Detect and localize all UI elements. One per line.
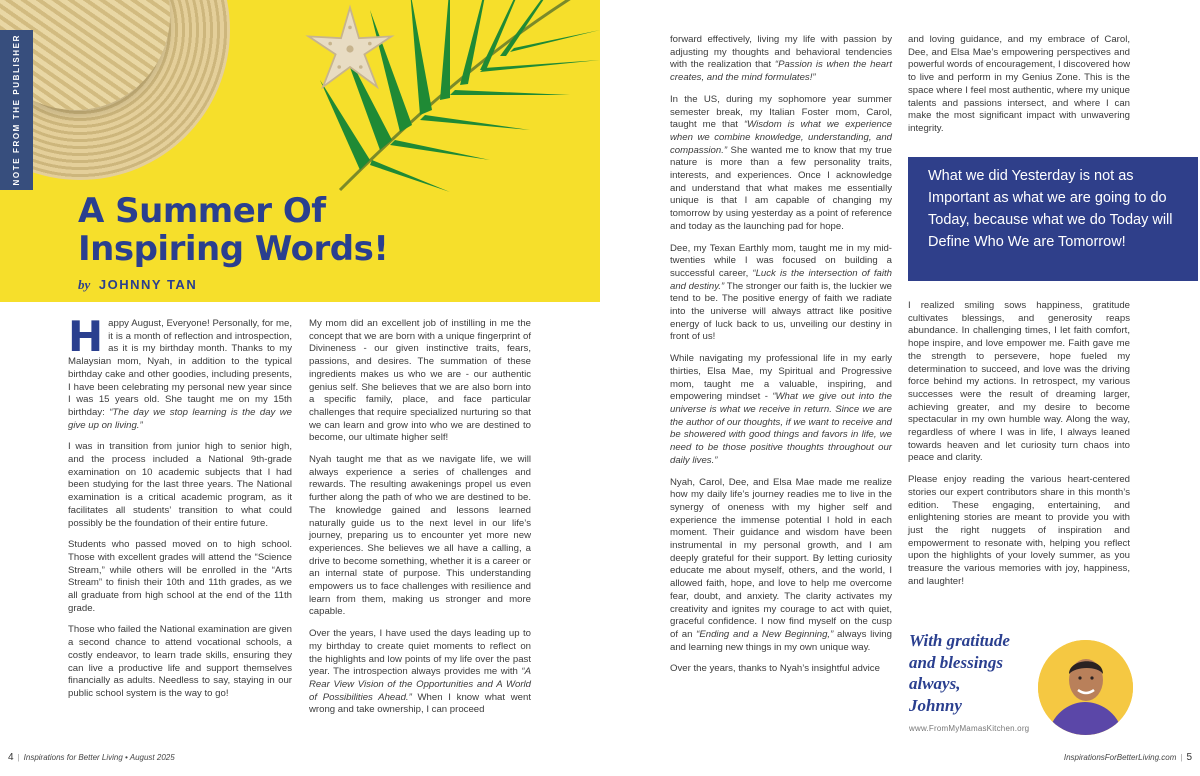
footer-website[interactable]: InspirationsForBetterLiving.com: [1063, 753, 1177, 762]
column-4-top: [908, 34, 1130, 145]
pull-quote-text: What we did Yesterday is not as Important as what we are going to do Today, because what we do Today will Define Who We are Tomorrow!: [928, 168, 1173, 250]
footer-left: [8, 752, 175, 763]
column-2: [309, 318, 531, 726]
hero-image: [0, 0, 600, 302]
paragraph: Nyah taught me that as we navigate life, we will always experience a series of challenges and rewards. The resulting awakenings propel us even further along the path of who we are destined to be. The knowledge gained and lessons learned naturally guide us to the next level in our life’s journey, preparing us to encounter yet more new experiences. She believes we all have a calling, a drive to become something, whether it is a career or an internal state of purpose. This understanding empowers us to face challenges with resilience and learn from them, making us stronger and more capable.: [309, 454, 531, 618]
page-number: 5: [1186, 752, 1192, 763]
signoff-line: always,: [909, 674, 961, 693]
paragraph: Students who passed moved on to high school. Those with excellent grades will attend the “Science Stream,” while others will be enrolled in the “Arts Stream” to finish their 10th and 11th grades, as we all graduate from high school at the end of the 11th grade.: [68, 539, 292, 614]
portrait-illustration: [1038, 640, 1133, 735]
paragraph: I realized smiling sows happiness, gratitude cultivates blessings, and generosity reaps abundance. In challenging times, I let faith comfort, hope inspire, and love empower me. Faith gave me the strength to persevere, hope fueled my determination to succeed, and love was the driving force behind my actions. In retrospect, my various successes were the result of dreaming larger, achieving greater, and my desire to become spectacular in my own humble way. Along the way, regardless of where I was in life, I always leaned towards heaven and let curiosity turn chaos into peace and clarity.: [908, 300, 1130, 464]
paragraph: Dee, my Texan Earthly mom, taught me in my mid-twenties while I was focused on building a successful career, “Luck is the intersection of faith and destiny.” The stronger our faith is, the luckier we tend to be. The positive energy of faith we radiate into the universe will always attract like positive energy of luck back to us, unveiling our destiny in front of us!: [670, 242, 893, 343]
paragraph: H appy August, Everyone! Personally, for me, it is a month of reflection and introspection, as it is my birthday month. Thanks to my Malaysian mom, Nyah, in addition to the typical birthday cake and other goodies, including presents, I have been celebrating my personal new year since I was 15 years old. She taught me on my 15th birthday: “The day we stop learning is the day we give up on living.”: [68, 312, 292, 431]
column-4-bottom: [908, 300, 1130, 597]
section-tab: [0, 30, 33, 190]
section-tab-label: NOTE FROM THE PUBLISHER: [12, 34, 21, 186]
paragraph: I was in transition from junior high to senior high, and the process included a National 9th-grade examination on 10 academic subjects that I had been studying for the last three years. The National examination is a critical academic program, as it facilitates all students’ transition to what could possibly be the foundation of their entire future.: [68, 441, 292, 529]
author-portrait: [1038, 640, 1133, 735]
byline-by: by: [78, 277, 91, 292]
signoff: [909, 630, 1010, 716]
paragraph: Nyah, Carol, Dee, and Elsa Mae made me realize how my daily life’s journey readies me to live in the synergy of oneness with my higher self and experience the immense potential I hold in each moment. Their guidance and wisdom have been instrumental in my personal growth, and I am deeply grateful for their support. By letting curiosity educate me about myself, others, and the world, I allowed faith, hope, and love to help me overcome fear, doubt, and anxiety. The clarity activates my creativity and ignites my courage to act with quiet, graceful confidence. I now find myself on the cusp of an “Ending and a New Beginning,” always living and learning new things in my own unique way.: [670, 476, 892, 653]
footer-separator: |: [17, 753, 20, 762]
paragraph: While navigating my professional life in my early thirties, Elsa Mae, my Spiritual and Progressive mom, taught me a valuable, inspiring, and empowering mindset - “What we give out into the universe is what we receive in return. Since we are the author of our thoughts, if we want to receive and be showered with good things and favors in life, we need to be those positive thoughts throughout our daily lives.”: [670, 353, 893, 466]
starfish-image: [305, 4, 395, 94]
right-page: [600, 0, 1200, 776]
byline-author: JOHNNY TAN: [98, 277, 198, 292]
paragraph: Over the years, thanks to Nyah’s insightful advice: [670, 663, 880, 675]
paragraph: In the US, during my sophomore year summer semester break, my Italian Foster mom, Carol, taught me that “Wisdom is what we experience when we combine knowledge, understanding, and compassion.” She wanted me to know that my true nature is more than a few personality traits, interests, and experiences. Once I acknowledge and understand that what makes me essentially unique is that I am capable of changing my tomorrow by using yesterday as a point of reference and today as the launching pad for hope.: [670, 93, 892, 232]
paragraph: forward effectively, living my life with passion by adjusting my thoughts and behavioral tendencies with the realization that “Passion is when the heart creates, and the mind formulates!”: [670, 34, 892, 84]
title-line-1: A Summer Of: [78, 191, 326, 231]
signoff-line: and blessings: [909, 652, 1003, 672]
paragraph: My mom did an excellent job of instilling in me the concept that we are born with a unique fingerprint of Divineness - our given instinctive traits, fears, passions, and desires. The summation of these ingredients makes us who we are - our authentic genius self. She believes that we are also born into a specific family, place, and face particular challenges that require specialized nurturing so that we can learn and grow into who we are destined to become, our ultimate higher self!: [309, 318, 531, 444]
column-3: [670, 34, 892, 685]
website-link[interactable]: www.FromMyMamasKitchen.org: [909, 724, 1030, 733]
footer-separator: |: [1180, 753, 1183, 762]
byline: [78, 277, 197, 293]
pull-quote: [908, 157, 1198, 281]
title-line-2: Inspiring Words!: [78, 229, 389, 269]
article-title: [78, 192, 388, 268]
signoff-line: With gratitude: [909, 631, 1010, 650]
footer-publication: Inspirations for Better Living • August 2025: [23, 753, 175, 762]
signoff-line: Johnny: [909, 695, 962, 715]
paragraph: and loving guidance, and my embrace of Carol, Dee, and Elsa Mae’s empowering perspectives and powerful words of encouragement, I discovered how to live and perform in my Genius Zone. This is the space where I feel most authentic, where my unique talents and passions intersect, and where I can make the most significant impact with unwavering integrity.: [908, 34, 1130, 134]
footer-right: [1064, 752, 1192, 763]
paragraph: Over the years, I have used the days leading up to my birthday to create quiet moments to reflect on the highlights and low points of my life over the past year. The introspection always provides me with “A Rear View Vision of the Opportunities and A World of Possibilities Ahead.” When I know what went wrong and take ownership, I can proceed: [309, 628, 532, 716]
paragraph: Those who failed the National examination are given a second chance to attend vocational schools, a costly endeavor, to learn trade skills, ensuring they can live a productive life and support themselves financially as adults. Needless to say, staying in our public school system is the way to go!: [68, 624, 292, 699]
column-1: [68, 312, 292, 710]
paragraph: Please enjoy reading the various heart-centered stories our expert contributors share in this month’s edition. These engaging, entertaining, and enlightening stories are meant to provide you with just the right nuggets of inspiration and empowerment to resonate with, helping you reflect upon the highlights of your lovely summer, as you treasure the various memories with joy, happiness, and laughter!: [908, 474, 1130, 587]
page-number: 4: [8, 752, 14, 763]
drop-cap: H: [68, 312, 104, 361]
